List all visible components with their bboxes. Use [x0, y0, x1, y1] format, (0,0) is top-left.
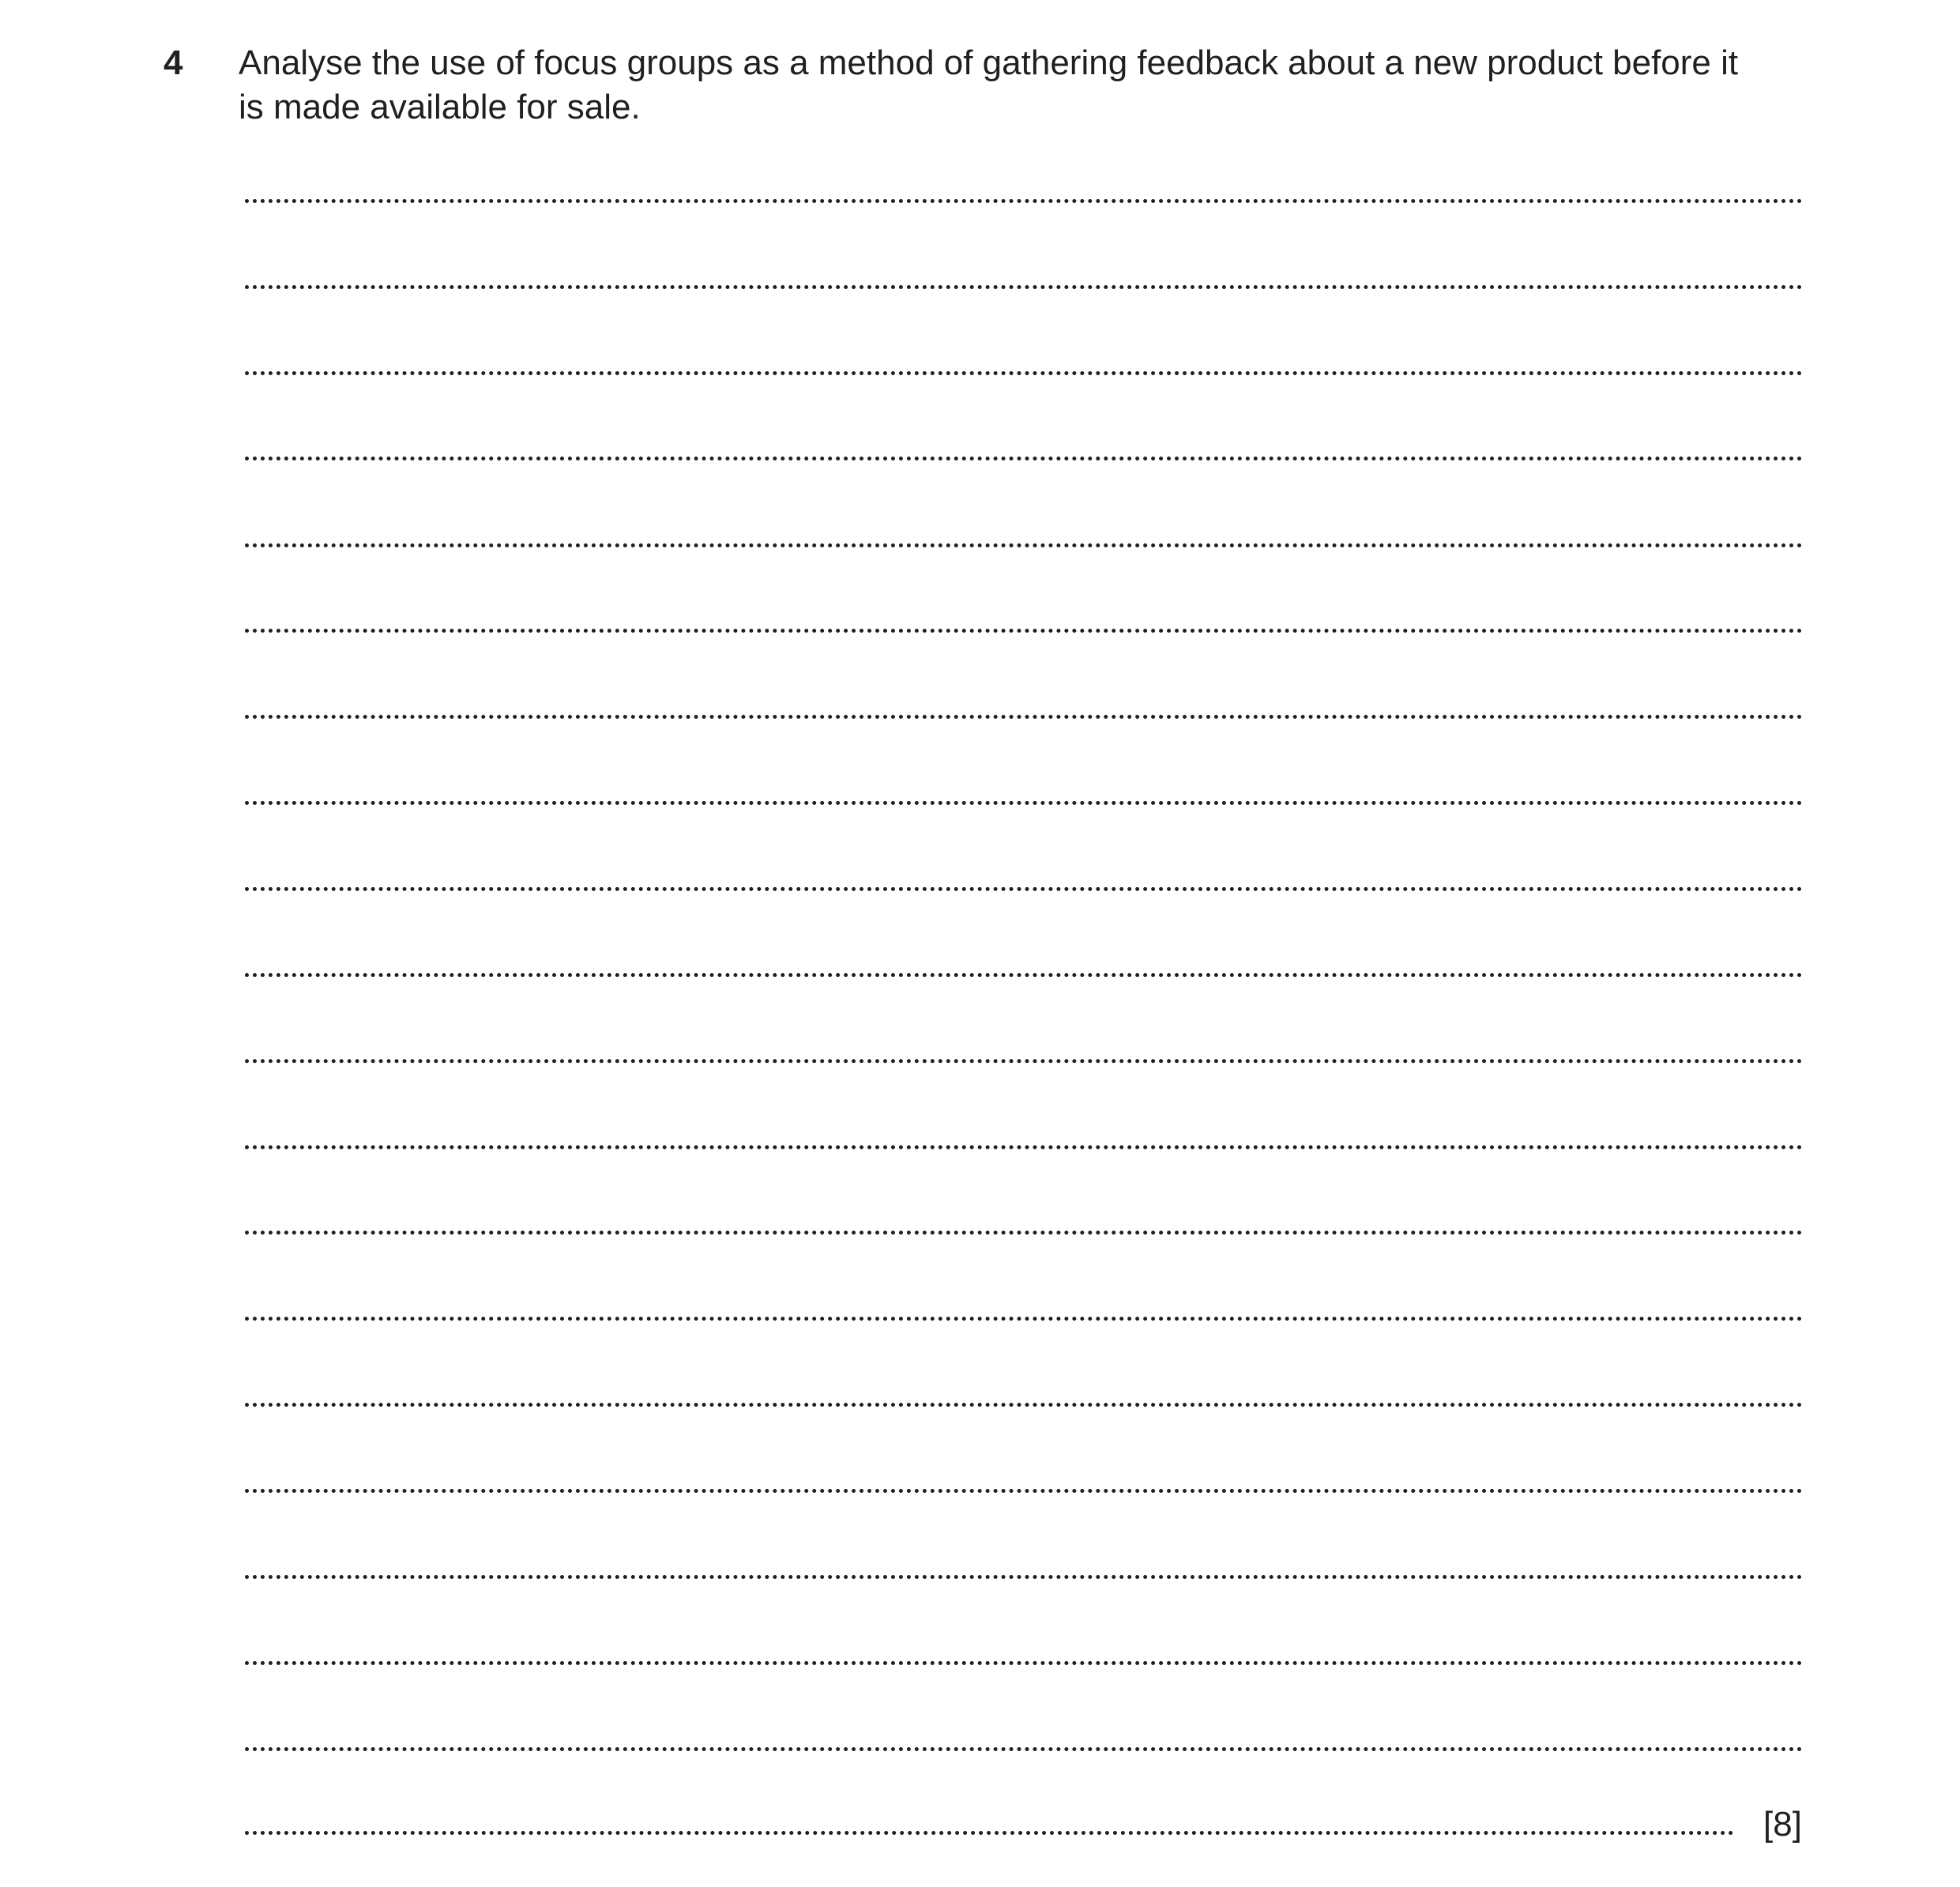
- answer-line[interactable]: [245, 1661, 1803, 1665]
- answer-line[interactable]: [245, 1489, 1803, 1493]
- marks-label: [8]: [1763, 1805, 1802, 1844]
- question-text-line-1: Analyse the use of focus groups as a method of gathering feedback about a new product before it: [239, 43, 1739, 82]
- answer-line[interactable]: [245, 973, 1803, 977]
- answer-line[interactable]: [245, 715, 1803, 719]
- answer-line-last[interactable]: [245, 1831, 1734, 1835]
- answer-line[interactable]: [245, 457, 1803, 460]
- answer-line[interactable]: [245, 371, 1803, 375]
- question-text-line-2: is made available for sale.: [239, 88, 641, 126]
- answer-line[interactable]: [245, 1059, 1803, 1063]
- answer-line[interactable]: [245, 1231, 1803, 1235]
- answer-line[interactable]: [245, 543, 1803, 547]
- answer-line[interactable]: [245, 887, 1803, 891]
- question-number: 4: [164, 43, 183, 82]
- answer-line[interactable]: [245, 1145, 1803, 1149]
- answer-line[interactable]: [245, 1403, 1803, 1407]
- answer-line[interactable]: [245, 1747, 1803, 1751]
- answer-line[interactable]: [245, 1317, 1803, 1321]
- answer-line[interactable]: [245, 629, 1803, 633]
- answer-line[interactable]: [245, 801, 1803, 805]
- answer-line[interactable]: [245, 285, 1803, 289]
- answer-line[interactable]: [245, 199, 1803, 203]
- answer-area[interactable]: [245, 0, 1809, 1887]
- answer-line[interactable]: [245, 1575, 1803, 1579]
